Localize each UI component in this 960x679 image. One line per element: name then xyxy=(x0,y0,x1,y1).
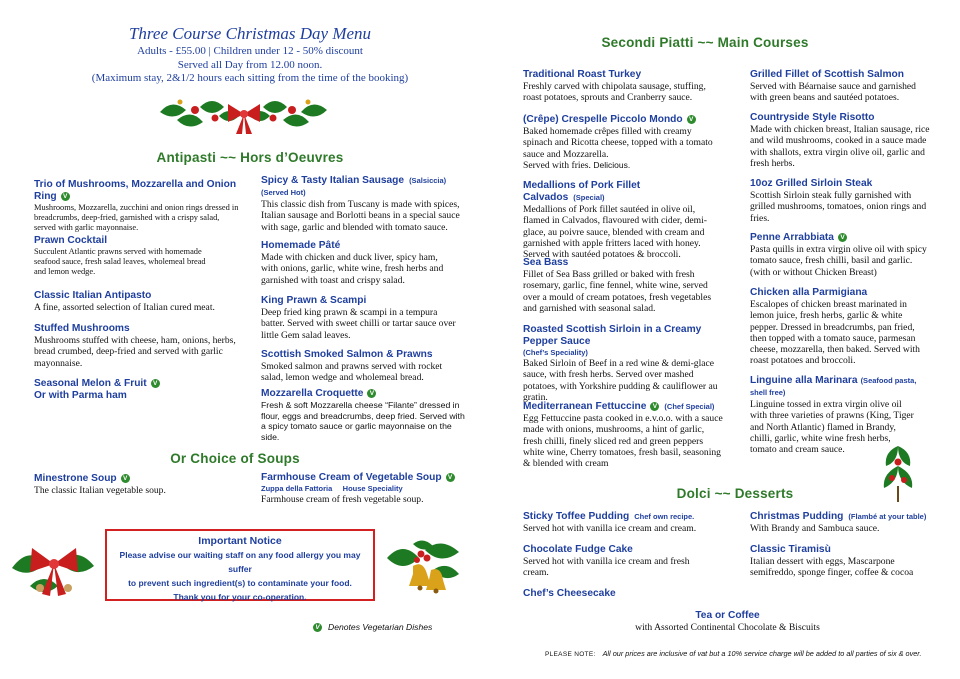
dish-desc: Scottish Sirloin steak fully garnished with grilled mushrooms, tomatoes, onion rings and fries. xyxy=(750,190,927,224)
dish-desc: The classic Italian vegetable soup. xyxy=(34,485,166,496)
dish-desc: Medallions of Pork fillet sautéed in olive oil, flamed in Calvados, flavoured with cider, demi-glace, au poivre sauce, blended with cream and garnished with apple fritters laced with honey. Served with sautéed potatoes & broccoli. xyxy=(523,204,707,261)
holly-bow-icon xyxy=(10,538,98,600)
dish-name: 10oz Grilled Sirloin Steak xyxy=(750,178,873,189)
dish-name: (Crêpe) Crespelle Piccolo Mondo xyxy=(523,114,683,125)
dish-name: Roasted Scottish Sirloin in a Creamy Pepper Sauce xyxy=(523,324,702,347)
dish-seasonal-melon xyxy=(34,378,239,402)
dish-name: Medallions of Pork Fillet Calvados xyxy=(523,180,641,203)
dish-desc: Served with Béarnaise sauce and garnished with green beans and sautéed potatoes. xyxy=(750,81,916,104)
dish-tag: (Chef Special) xyxy=(664,402,715,411)
dish-name: Scottish Smoked Salmon & Prawns xyxy=(261,349,433,360)
dish-sticky-toffee xyxy=(523,511,733,534)
dish-sea-bass xyxy=(523,257,723,314)
holly-garland-icon xyxy=(155,92,333,138)
dish-roasted-sirloin xyxy=(523,324,728,403)
notice-line-2: to prevent such ingredient(s) to contaminate your food. xyxy=(128,578,352,588)
dish-chicken-parmigiana xyxy=(750,287,930,367)
tea-or-coffee xyxy=(590,610,865,633)
dish-name: Minestrone Soup xyxy=(34,473,117,484)
holly-bells-icon xyxy=(383,536,467,598)
dish-desc: Escalopes of chicken breast marinated in lemon juice, fresh herbs, garlic & white pepper. Dressed in breadcrumbs, pan fried, then topped with a tomato sauce, parmesan cheese, mozzarella, then baked. Served with roast potatoes and broccoli. xyxy=(750,299,920,367)
dish-desc: Baked Sirloin of Beef in a red wine & demi-glace sauce, with fresh herbs. Served over mashed potatoes, with Yorkshire pudding & cauliflower au gratin. xyxy=(523,358,718,403)
dish-name-alt: Or with Parma ham xyxy=(34,390,127,401)
vegetarian-legend-text: Denotes Vegetarian Dishes xyxy=(328,622,433,632)
dish-trio-mushrooms xyxy=(34,179,239,233)
dish-smoked-salmon xyxy=(261,349,456,384)
dish-sirloin-steak xyxy=(750,178,930,224)
dish-name: Prawn Cocktail xyxy=(34,235,108,246)
dish-tag: (Special) xyxy=(573,193,605,202)
dish-name: Stuffed Mushrooms xyxy=(34,323,130,334)
dish-name: Farmhouse Cream of Vegetable Soup xyxy=(261,472,442,483)
dish-farmhouse-soup xyxy=(261,472,466,505)
dish-desc: Mushrooms stuffed with cheese, ham, onions, herbs, bread crumbed, deep-fried and served with garlic mayonnaise. xyxy=(34,335,236,369)
dish-name: King Prawn & Scampi xyxy=(261,295,367,306)
notice-line-1: Please advise our waiting staff on any food allergy you may suffer xyxy=(119,550,361,574)
dish-penne-arrabbiata xyxy=(750,232,930,278)
dish-desc: Deep fried king prawn & scampi in a tempura batter. Served with sweet chilli or tartar sauce over little Gem salad leaves. xyxy=(261,307,456,341)
dish-king-prawn-scampi xyxy=(261,295,456,341)
dish-pork-calvados xyxy=(523,180,723,260)
vegetarian-icon: V xyxy=(151,379,160,388)
dish-desc: This classic dish from Tuscany is made with spices, Italian sausage and Borlotti beans in a special sauce with sage, garlic and blended with tomato sauce. xyxy=(261,199,460,233)
dish-desc: Fresh & soft Mozzarella cheese “Filante” dressed in flour, eggs and breadcrumbs, deep fried. Served with a spicy tomato sauce or garlic mayonnaise on the side. xyxy=(261,400,465,442)
dish-name: Countryside Style Risotto xyxy=(750,112,875,123)
dish-desc: Baked homemade crêpes filled with creamy spinach and Ricotta cheese, topped with a tomato sauce and Mozzarella. xyxy=(523,126,713,160)
dish-name: Penne Arrabbiata xyxy=(750,232,834,243)
dish-desc: Served hot with vanilla ice cream and fresh cream. xyxy=(523,556,690,579)
dish-stuffed-mushrooms xyxy=(34,323,239,369)
notice-title: Important Notice xyxy=(198,535,282,547)
dish-mediterranean-fettuccine xyxy=(523,401,723,469)
dish-tag: (Flambé at your table) xyxy=(848,512,927,521)
please-note xyxy=(545,643,935,661)
please-note-text: All our prices are inclusive of vat but a 10% service charge will be added to all parties of six & over. xyxy=(602,649,922,658)
dish-mozzarella-croquette xyxy=(261,388,466,442)
dish-desc: With Brandy and Sambuca sauce. xyxy=(750,523,880,534)
dish-name: Chocolate Fudge Cake xyxy=(523,544,633,555)
dish-desc: Farmhouse cream of fresh vegetable soup. xyxy=(261,494,424,505)
dish-italian-sausage xyxy=(261,175,461,233)
notice-line-3: Thank you for your co-operation. xyxy=(173,592,307,602)
stay-line: (Maximum stay, 2&1/2 hours each sitting from the time of the booking) xyxy=(91,72,409,84)
dish-tagline: Zuppa della Fattoria House Speciality xyxy=(261,484,403,493)
vegetarian-icon: V xyxy=(650,402,659,411)
dish-desc-delicious: Delicious. xyxy=(593,159,631,170)
dish-tag: (Seafood pasta, shell free) xyxy=(750,376,917,397)
dish-desc: Made with chicken breast, Italian sausage, rice and wild mushrooms, cooked in a sauce made with shallots, extra virgin olive oil, garlic and fresh herbs. xyxy=(750,124,930,169)
holly-sprig-icon xyxy=(878,440,918,504)
vegetarian-icon: V xyxy=(367,389,376,398)
dish-desc: Made with chicken and duck liver, spicy ham, with onions, garlic, white wine, fresh herbs and garnished with toast and crispy salad. xyxy=(261,252,444,286)
dish-desc: with Assorted Continental Chocolate & Biscuits xyxy=(635,622,820,633)
vegetarian-icon: V xyxy=(446,473,455,482)
dish-desc: Pasta quills in extra virgin olive oil with spicy tomato sauce, fresh chilli, basil and garlic. (with or without Chicken Breast) xyxy=(750,244,927,278)
dish-desc: A fine, assorted selection of Italian cured meat. xyxy=(34,302,215,313)
dish-tag: Chef own recipe. xyxy=(634,512,695,521)
please-note-label: PLEASE NOTE: xyxy=(545,651,596,658)
vegetarian-icon: V xyxy=(838,233,847,242)
served-line: Served all Day from 12.00 noon. xyxy=(177,59,323,71)
dish-name: Mozzarella Croquette xyxy=(261,388,364,399)
dish-italian-antipasto xyxy=(34,290,239,313)
dish-desc: Italian dessert with eggs, Mascarpone semifreddo, sponge finger, coffee & cocoa xyxy=(750,556,914,579)
dish-name: Spicy & Tasty Italian Sausage xyxy=(261,175,405,186)
dish-tagline: (Chef’s Speciality) xyxy=(523,348,588,357)
dish-name: Chicken alla Parmigiana xyxy=(750,287,868,298)
dish-name: Classic Tiramisù xyxy=(750,544,831,555)
dish-desc: Linguine tossed in extra virgin olive oil with three varieties of prawns (King, Tiger and North Atlantic) flamed in Brandy, chilli, garlic, white wine fresh herbs, tomato and cream sauce. xyxy=(750,399,914,456)
section-soups: Or Choice of Soups xyxy=(170,451,300,466)
dish-desc: Fillet of Sea Bass grilled or baked with fresh rosemary, garlic, fine fennel, white wine, served over a mould of cream potatoes, fresh vegetables and garnished with seasonal salad. xyxy=(523,269,712,314)
dish-desc: Succulent Atlantic prawns served with homemade seafood sauce, fresh salad leaves, wholemeal bread and lemon wedge. xyxy=(34,247,206,276)
vegetarian-icon: V xyxy=(121,474,130,483)
pricing-line: Adults - £55.00 | Children under 12 - 50% discount xyxy=(137,45,363,57)
dish-name: Trio of Mushrooms, Mozzarella and Onion Ring xyxy=(34,179,237,202)
dish-name: Christmas Pudding xyxy=(750,511,844,522)
dish-name: Linguine alla Marinara xyxy=(750,375,858,386)
dish-name: Tea or Coffee xyxy=(695,610,760,621)
dish-chocolate-fudge xyxy=(523,544,708,579)
dish-tiramisu xyxy=(750,544,930,579)
dish-name: Seasonal Melon & Fruit xyxy=(34,378,147,389)
vegetarian-icon: V xyxy=(687,115,696,124)
dish-desc: Freshly carved with chipolata sausage, stuffing, roast potatoes, sprouts and Cranberry sauce. xyxy=(523,81,706,104)
dish-desc: Egg Fettuccine pasta cooked in e.v.o.o. with a sauce made with onions, mushrooms, a hint of garlic, fresh chilli, finely sliced red and green peppers white wine, Cherry tomatoes, fresh basil, seasoning & blended with cream xyxy=(523,413,723,470)
dish-grilled-salmon xyxy=(750,69,930,104)
vegetarian-icon: V xyxy=(61,192,70,201)
vegetarian-legend xyxy=(313,622,432,632)
dish-name: Chef’s Cheesecake xyxy=(523,588,616,599)
dish-desc: Smoked salmon and prawns served with rocket salad, lemon wedge and wholemeal bread. xyxy=(261,361,443,384)
dish-roast-turkey xyxy=(523,69,723,104)
dish-prawn-cocktail xyxy=(34,235,219,277)
dish-cheesecake xyxy=(523,588,708,600)
dish-homemade-pate xyxy=(261,240,456,286)
dish-name: Mediterranean Fettuccine xyxy=(523,401,647,412)
section-antipasti: Antipasti ~~ Hors d’Oeuvres xyxy=(156,150,344,165)
dish-crespelle xyxy=(523,114,723,171)
dish-christmas-pudding xyxy=(750,511,940,534)
vegetarian-icon: V xyxy=(313,623,322,632)
section-secondi: Secondi Piatti ~~ Main Courses xyxy=(601,35,809,50)
dish-name: Traditional Roast Turkey xyxy=(523,69,642,80)
dish-desc: Mushrooms, Mozzarella, zucchini and onion rings dressed in breadcrumbs, deep-fried, garnished with a crispy salad, served with garlic mayonnaise. xyxy=(34,203,239,232)
dish-minestrone xyxy=(34,473,234,496)
dish-name: Grilled Fillet of Scottish Salmon xyxy=(750,69,904,80)
important-notice xyxy=(105,529,375,601)
menu-title: Three Course Christmas Day Menu xyxy=(128,24,372,43)
dish-name: Classic Italian Antipasto xyxy=(34,290,152,301)
dish-name: Sea Bass xyxy=(523,257,569,268)
section-dolci: Dolci ~~ Desserts xyxy=(676,486,794,501)
dish-name: Sticky Toffee Pudding xyxy=(523,511,630,522)
dish-name: Homemade Pâté xyxy=(261,240,341,251)
dish-desc: Served hot with vanilla ice cream and cream. xyxy=(523,523,697,534)
dish-tag: (Salsiccia) (Served Hot) xyxy=(261,176,447,197)
dish-desc-extra: Served with fries. xyxy=(523,159,591,171)
dish-countryside-risotto xyxy=(750,112,930,169)
